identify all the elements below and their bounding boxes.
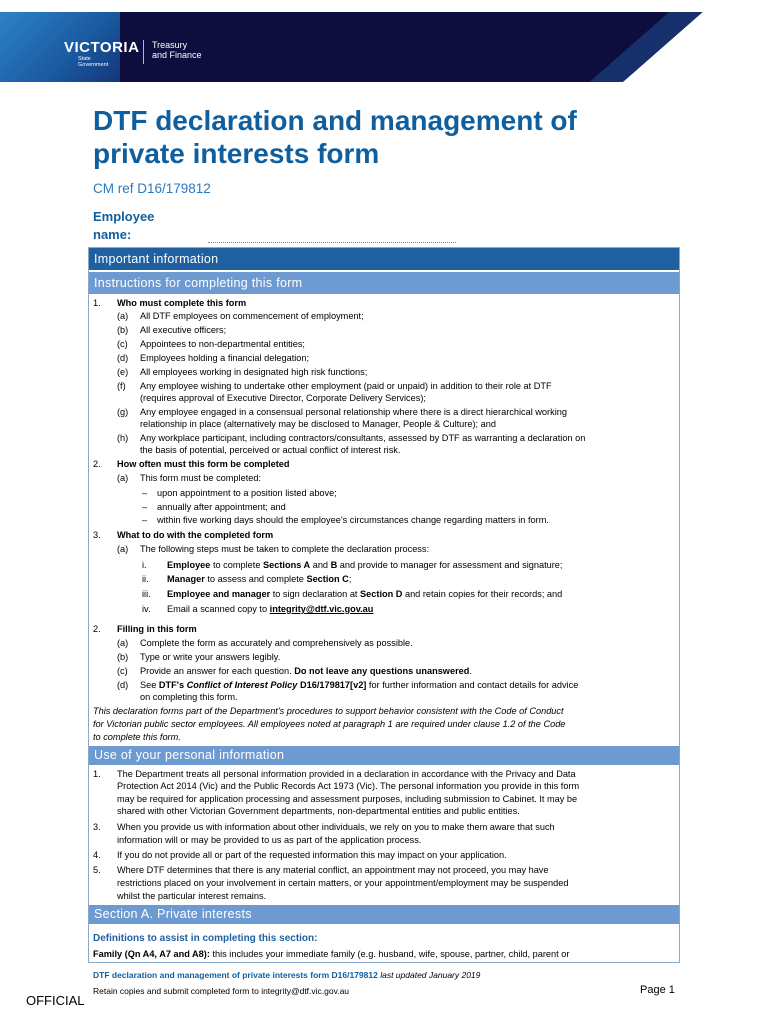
step-text: and provide to manager for assessment and signature; bbox=[337, 560, 563, 570]
s3-number: 3. bbox=[93, 530, 101, 540]
s3-step-2 bbox=[167, 574, 351, 586]
declaration-note-2: for Victorian public sector employees. All employees noted at paragraph 1 are required under clause 1.2 of the Code bbox=[93, 719, 566, 729]
s4-number: 2. bbox=[93, 624, 101, 634]
declaration-note-1: This declaration forms part of the Department's procedures to support behavior consistent with the Code of Conduct bbox=[93, 706, 564, 716]
s1-g-label: (g) bbox=[117, 407, 129, 417]
instructions-bar: Instructions for completing this form bbox=[89, 272, 679, 294]
s4-c-plain: Provide an answer for each question. bbox=[140, 666, 295, 676]
s4-c-end: . bbox=[469, 666, 472, 676]
logo-sub-line-2: Government bbox=[78, 62, 109, 68]
s1-d-label: (d) bbox=[117, 353, 129, 363]
personal-1-line-3: may be required for application processing and assessment purposes, including submission to Cabinet. It may be bbox=[117, 794, 578, 804]
personal-3-line-1: When you provide us with information about other individuals, we rely on you to make them aware that such bbox=[117, 822, 555, 832]
personal-1-number: 1. bbox=[93, 769, 101, 779]
s4-d-label: (d) bbox=[117, 680, 129, 690]
s4-a-label: (a) bbox=[117, 638, 129, 648]
personal-1-line-4: shared with other Victorian Government departments, non-departmental entities and public entities. bbox=[117, 806, 520, 816]
personal-5-line-2: restrictions placed on your involvement in certain matters, or your appointment/employment may be suspended bbox=[117, 878, 569, 888]
personal-1-line-1: The Department treats all personal information provided in a declaration in accordance with the Privacy and Data bbox=[117, 769, 576, 779]
logo-sub-line-1: State bbox=[78, 56, 91, 62]
s1-number: 1. bbox=[93, 298, 101, 308]
footer-line-1 bbox=[93, 970, 480, 980]
s1-title: Who must complete this form bbox=[117, 298, 247, 308]
family-definition bbox=[93, 949, 569, 961]
family-definition-text: this includes your immediate family (e.g. husband, wife, spouse, partner, child, parent or bbox=[209, 949, 570, 959]
s1-g-text: Any employee engaged in a consensual personal relationship where there is a direct hierarchical working bbox=[140, 407, 567, 417]
personal-5-number: 5. bbox=[93, 865, 101, 875]
step-bold: Section C bbox=[306, 574, 349, 584]
s2-a-label: (a) bbox=[117, 473, 129, 483]
victoria-logo-subtitle bbox=[78, 56, 108, 68]
s3-title: What to do with the completed form bbox=[117, 530, 274, 540]
s4-d-text bbox=[140, 680, 578, 692]
conflict-policy-title: Conflict of Interest Policy bbox=[186, 680, 298, 690]
footer-updated: last updated January 2019 bbox=[377, 970, 481, 980]
step-text: and bbox=[310, 560, 331, 570]
s3-step-3 bbox=[167, 589, 562, 601]
s1-g-text-2: relationship in place (alternatively may be disclosed to Manager, People & Culture); and bbox=[140, 419, 496, 429]
s1-e-text: All employees working in designated high risk functions; bbox=[140, 367, 368, 377]
section-a-bar: Section A. Private interests bbox=[89, 905, 679, 924]
step-bold: B bbox=[330, 560, 338, 570]
family-definition-term: Family (Qn A4, A7 and A8): bbox=[93, 949, 210, 959]
s3-a-label: (a) bbox=[117, 544, 129, 554]
s3-step-1 bbox=[167, 560, 562, 572]
s4-a-text: Complete the form as accurately and comprehensively as possible. bbox=[140, 638, 413, 648]
s4-c-label: (c) bbox=[117, 666, 128, 676]
s4-d-text-2: on completing this form. bbox=[140, 692, 238, 702]
s1-b-text: All executive officers; bbox=[140, 325, 227, 335]
s4-c-text bbox=[140, 666, 472, 678]
s1-c-label: (c) bbox=[117, 339, 128, 349]
s3-step-4-label: iv. bbox=[142, 604, 151, 614]
s4-c-bold: Do not leave any questions unanswered bbox=[294, 666, 470, 676]
s1-b-label: (b) bbox=[117, 325, 129, 335]
dash-marker: – bbox=[142, 515, 148, 525]
victoria-logo: VICTORIA bbox=[64, 39, 140, 56]
definitions-title: Definitions to assist in completing this section: bbox=[93, 933, 318, 944]
s2-a-text: This form must be completed: bbox=[140, 473, 262, 483]
page-number: Page 1 bbox=[640, 984, 675, 996]
dash-marker: – bbox=[142, 488, 148, 498]
s2-dash-1: upon appointment to a position listed above; bbox=[157, 488, 337, 498]
s4-title: Filling in this form bbox=[117, 624, 197, 634]
s1-h-text-2: the basis of potential, perceived or actual conflict of interest risk. bbox=[140, 445, 401, 455]
cm-reference: CM ref D16/179812 bbox=[93, 181, 211, 196]
s4-d-bold: DTF's bbox=[158, 680, 187, 690]
s4-b-label: (b) bbox=[117, 652, 129, 662]
personal-1-line-2: Protection Act 2014 (Vic) and the Public Records Act 1973 (Vic). The personal information you provide in this form bbox=[117, 781, 580, 791]
footer-line-2: Retain copies and submit completed form to integrity@dtf.vic.gov.au bbox=[93, 986, 350, 996]
personal-3-line-2: information will or may be provided to us as part of the application process. bbox=[117, 835, 422, 845]
instructions-box bbox=[88, 247, 680, 963]
dept-line-1: Treasury bbox=[152, 40, 188, 50]
s3-step-3-label: iii. bbox=[142, 589, 151, 599]
footer-doc-title: DTF declaration and management of private interests form D16/179812 bbox=[93, 970, 378, 980]
s1-d-text: Employees holding a financial delegation; bbox=[140, 353, 310, 363]
declaration-note-3: to complete this form. bbox=[93, 732, 181, 742]
s4-d-see: See bbox=[140, 680, 159, 690]
employee-label-line-1: Employee bbox=[93, 209, 155, 224]
s1-a-text: All DTF employees on commencement of employment; bbox=[140, 311, 364, 321]
s4-b-text: Type or write your answers legibly. bbox=[140, 652, 281, 662]
s1-f-label: (f) bbox=[117, 381, 126, 391]
personal-info-bar: Use of your personal information bbox=[89, 746, 679, 765]
s3-a-text: The following steps must be taken to complete the declaration process: bbox=[140, 544, 430, 554]
step-text: to complete bbox=[210, 560, 264, 570]
step-text: to assess and complete bbox=[204, 574, 307, 584]
department-name bbox=[152, 40, 202, 60]
header-banner bbox=[0, 12, 770, 82]
page-title bbox=[93, 104, 693, 170]
s2-dash-3: within five working days should the employee's circumstances change regarding matters in form. bbox=[157, 515, 549, 525]
step-bold: Employee bbox=[167, 560, 211, 570]
step-bold: Manager bbox=[167, 574, 205, 584]
personal-4-number: 4. bbox=[93, 850, 101, 860]
s3-step-1-label: i. bbox=[142, 560, 147, 570]
step-text: and retain copies for their records; and bbox=[402, 589, 563, 599]
employee-name-label bbox=[93, 208, 173, 244]
s3-step-4 bbox=[167, 604, 373, 616]
title-line-2: private interests form bbox=[93, 138, 380, 169]
personal-5-line-3: whilst the particular interest remains. bbox=[117, 891, 267, 901]
s1-h-text: Any workplace participant, including contractors/consultants, assessed by DTF as warranting a declaration on bbox=[140, 433, 586, 443]
integrity-email-link[interactable]: integrity@dtf.vic.gov.au bbox=[269, 604, 374, 614]
personal-4-line-1: If you do not provide all or part of the requested information this may impact on your application. bbox=[117, 850, 507, 860]
s1-a-label: (a) bbox=[117, 311, 129, 321]
s1-h-label: (h) bbox=[117, 433, 129, 443]
dept-line-2: and Finance bbox=[152, 50, 202, 60]
personal-5-line-1: Where DTF determines that there is any material conflict, an appointment may not proceed, you may have bbox=[117, 865, 549, 875]
step-text: to sign declaration at bbox=[270, 589, 361, 599]
step-bold: Section D bbox=[360, 589, 403, 599]
s1-f-text: Any employee wishing to undertake other employment (paid or unpaid) in addition to their role at DTF bbox=[140, 381, 552, 391]
employee-name-field[interactable] bbox=[208, 242, 456, 243]
s4-d-bold-ref: D16/179817[v2] bbox=[297, 680, 367, 690]
step-bold: Sections A bbox=[263, 560, 311, 570]
title-line-1: DTF declaration and management of bbox=[93, 105, 577, 136]
step-text: ; bbox=[348, 574, 352, 584]
personal-3-number: 3. bbox=[93, 822, 101, 832]
s1-c-text: Appointees to non-departmental entities; bbox=[140, 339, 305, 349]
s4-d-rest: for further information and contact details for advice bbox=[366, 680, 579, 690]
s2-title: How often must this form be completed bbox=[117, 459, 290, 469]
logo-divider bbox=[143, 40, 144, 64]
step-text: Email a scanned copy to bbox=[167, 604, 270, 614]
s2-dash-2: annually after appointment; and bbox=[157, 502, 286, 512]
s2-number: 2. bbox=[93, 459, 101, 469]
step-bold: Employee and manager bbox=[167, 589, 271, 599]
important-info-bar: Important information bbox=[89, 248, 679, 270]
s3-step-2-label: ii. bbox=[142, 574, 149, 584]
s1-f-text-2: (requires approval of Executive Director, Corporate Delivery Services); bbox=[140, 393, 426, 403]
official-marking: OFFICIAL bbox=[26, 993, 85, 1008]
employee-label-line-2: name: bbox=[93, 227, 132, 242]
dash-marker: – bbox=[142, 502, 148, 512]
s1-e-label: (e) bbox=[117, 367, 129, 377]
